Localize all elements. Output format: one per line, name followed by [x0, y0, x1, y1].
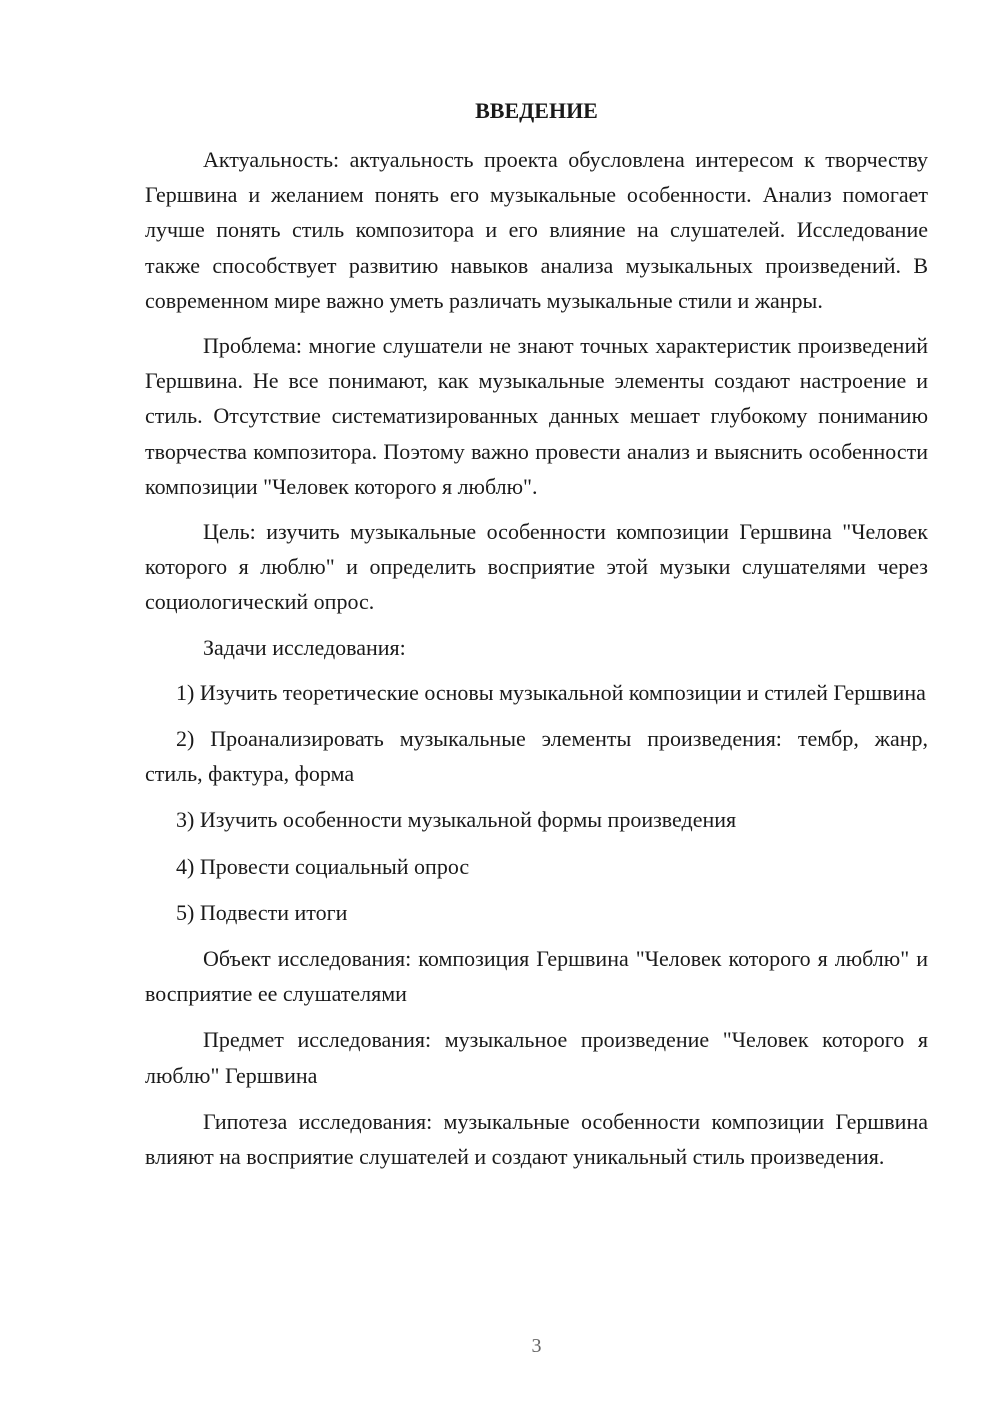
tasks-heading: Задачи исследования:	[203, 634, 406, 660]
task-item: 2) Проанализировать музыкальные элементы произведения: тембр, жанр, стиль, фактура, форма	[145, 726, 928, 787]
document-page	[145, 0, 928, 1414]
task-item: 4) Провести социальный опрос	[176, 853, 470, 879]
goal-paragraph: Цель: изучить музыкальные особенности композиции Гершвина "Человек которого я люблю" и определить восприятие этой музыки слушателями через социологический опрос.	[145, 519, 928, 615]
hypothesis-paragraph: Гипотеза исследования: музыкальные особенности композиции Гершвина влияют на восприятие слушателей и создают уникальный стиль произведения.	[145, 1108, 928, 1170]
subject-paragraph: Предмет исследования: музыкальное произведение "Человек которого я люблю" Гершвина	[145, 1027, 928, 1088]
page-number: 3	[531, 1335, 542, 1357]
object-paragraph: Объект исследования: композиция Гершвина "Человек которого я люблю" и восприятие ее слушателями	[145, 946, 928, 1007]
task-item: 3) Изучить особенности музыкальной формы произведения	[176, 807, 737, 833]
task-item: 5) Подвести итоги	[176, 899, 348, 925]
relevance-paragraph: Актуальность: актуальность проекта обусловлена интересом к творчеству Гершвина и желанием понять его музыкальные особенности. Анализ помогает лучше понять стиль композитора и его влияние на слушателей. Исследование также способствует развитию навыков анализа музыкальных произведений. В современном мире важно уметь различать музыкальные стили и жанры.	[145, 147, 928, 313]
section-title: ВВЕДЕНИЕ	[475, 98, 598, 123]
problem-paragraph: Проблема: многие слушатели не знают точных характеристик произведений Гершвина. Не все понимают, как музыкальные элементы создают настроение и стиль. Отсутствие систематизированных данных мешает глубокому пониманию творчества композитора. Поэтому важно провести анализ и выяснить особенности композиции "Человек которого я люблю".	[145, 333, 928, 499]
body-text	[145, 142, 928, 1174]
task-item: 1) Изучить теоретические основы музыкальной композиции и стилей Гершвина	[176, 679, 926, 705]
